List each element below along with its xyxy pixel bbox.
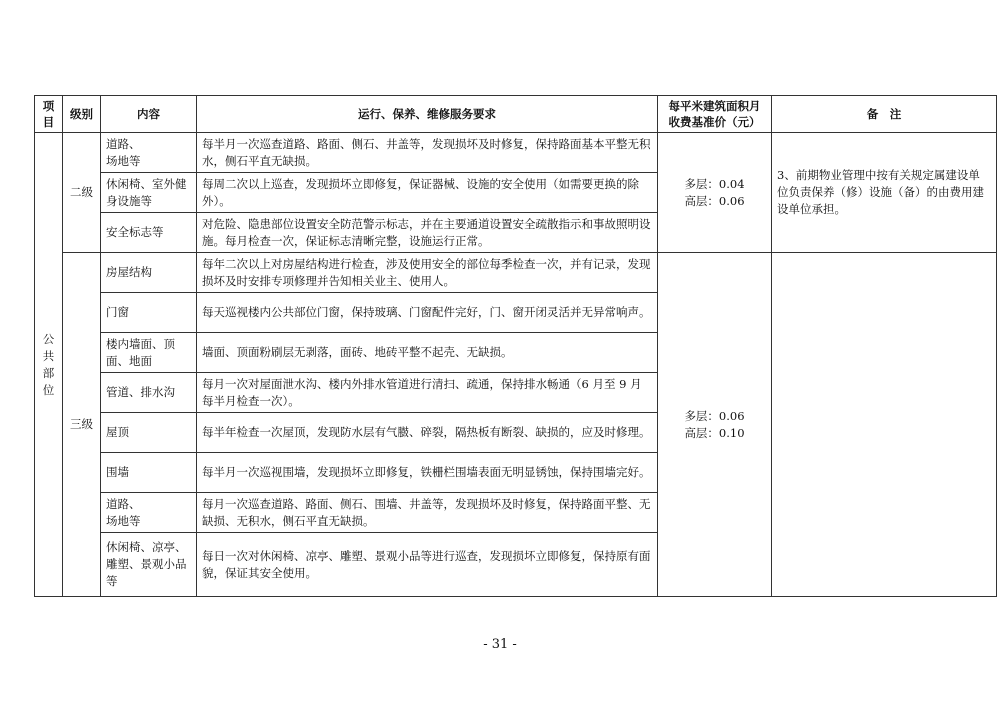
header-item: 项目 bbox=[35, 96, 63, 133]
requirement-cell: 每半月一次巡查道路、路面、侧石、井盖等，发现损坏及时修复，保持路面基本平整无积水，侧石平直无缺损。 bbox=[197, 133, 658, 173]
content-cell: 屋顶 bbox=[101, 413, 197, 453]
content-cell: 房屋结构 bbox=[101, 253, 197, 293]
requirement-cell: 每年二次以上对房屋结构进行检查，涉及使用安全的部位每季检查一次，并有记录，发现损坏及时安排专项修理并告知相关业主、使用人。 bbox=[197, 253, 658, 293]
content-cell: 围墙 bbox=[101, 453, 197, 493]
remark-cell bbox=[772, 253, 997, 597]
item-label-char: 部 bbox=[42, 365, 55, 380]
content-cell: 道路、 场地等 bbox=[101, 133, 197, 173]
page-number: - 31 - bbox=[483, 637, 517, 652]
price-cell bbox=[658, 253, 772, 597]
content-cell: 门窗 bbox=[101, 293, 197, 333]
header-price bbox=[658, 96, 772, 133]
table-row bbox=[35, 133, 997, 173]
requirement-cell: 每周二次以上巡查，发现损坏立即修复，保证器械、设施的安全使用（如需要更换的除外）。 bbox=[197, 173, 658, 213]
content-cell: 休闲椅、室外健身设施等 bbox=[101, 173, 197, 213]
price-line: 高层：0.06 bbox=[684, 193, 745, 208]
requirement-cell: 每半月一次巡视围墙，发现损坏立即修复，铁栅栏围墙表面无明显锈蚀，保持围墙完好。 bbox=[197, 453, 658, 493]
remark-cell: 3、前期物业管理中按有关规定属建设单位负责保养（修）设施（备）的由费用建设单位承担。 bbox=[772, 133, 997, 253]
level-cell: 三级 bbox=[63, 253, 101, 597]
price-cell bbox=[658, 133, 772, 253]
price-line: 多层：0.04 bbox=[684, 176, 745, 191]
item-label-cell bbox=[35, 133, 63, 597]
item-label-char: 位 bbox=[42, 382, 55, 397]
content-cell: 休闲椅、凉亭、雕塑、景观小品等 bbox=[101, 533, 197, 597]
requirement-cell: 每月一次巡查道路、路面、侧石、围墙、井盖等，发现损坏及时修复，保持路面平整、无缺损、无积水，侧石平直无缺损。 bbox=[197, 493, 658, 533]
price-line: 高层：0.10 bbox=[684, 425, 745, 440]
content-cell: 管道、排水沟 bbox=[101, 373, 197, 413]
header-price-line2: 收费基准价（元） bbox=[668, 115, 761, 129]
item-label-char: 共 bbox=[42, 348, 55, 363]
header-remark: 备 注 bbox=[772, 96, 997, 133]
content-cell: 安全标志等 bbox=[101, 213, 197, 253]
header-content: 内容 bbox=[101, 96, 197, 133]
content-cell: 道路、 场地等 bbox=[101, 493, 197, 533]
requirement-cell: 每天巡视楼内公共部位门窗，保持玻璃、门窗配件完好，门、窗开闭灵活并无异常响声。 bbox=[197, 293, 658, 333]
content-cell: 楼内墙面、顶面、地面 bbox=[101, 333, 197, 373]
table-header-row bbox=[35, 96, 997, 133]
item-label-char: 公 bbox=[42, 331, 55, 346]
requirement-cell: 对危险、隐患部位设置安全防范警示标志，并在主要通道设置安全疏散指示和事故照明设施。每月检查一次，保证标志清晰完整，设施运行正常。 bbox=[197, 213, 658, 253]
requirement-cell: 每日一次对休闲椅、凉亭、雕塑、景观小品等进行巡查，发现损坏立即修复，保持原有面貌，保证其安全使用。 bbox=[197, 533, 658, 597]
property-fee-table bbox=[34, 95, 997, 597]
level-cell: 二级 bbox=[63, 133, 101, 253]
requirement-cell: 每月一次对屋面泄水沟、楼内外排水管道进行清扫、疏通，保持排水畅通（6 月至 9 月每半月检查一次）。 bbox=[197, 373, 658, 413]
header-level: 级别 bbox=[63, 96, 101, 133]
header-requirements: 运行、保养、维修服务要求 bbox=[197, 96, 658, 133]
requirement-cell: 每半年检查一次屋顶，发现防水层有气臌、碎裂，隔热板有断裂、缺损的，应及时修理。 bbox=[197, 413, 658, 453]
requirement-cell: 墙面、顶面粉刷层无剥落，面砖、地砖平整不起壳、无缺损。 bbox=[197, 333, 658, 373]
table-row bbox=[35, 253, 997, 293]
header-price-line1: 每平米建筑面积月 bbox=[668, 99, 761, 113]
price-line: 多层：0.06 bbox=[684, 408, 745, 423]
